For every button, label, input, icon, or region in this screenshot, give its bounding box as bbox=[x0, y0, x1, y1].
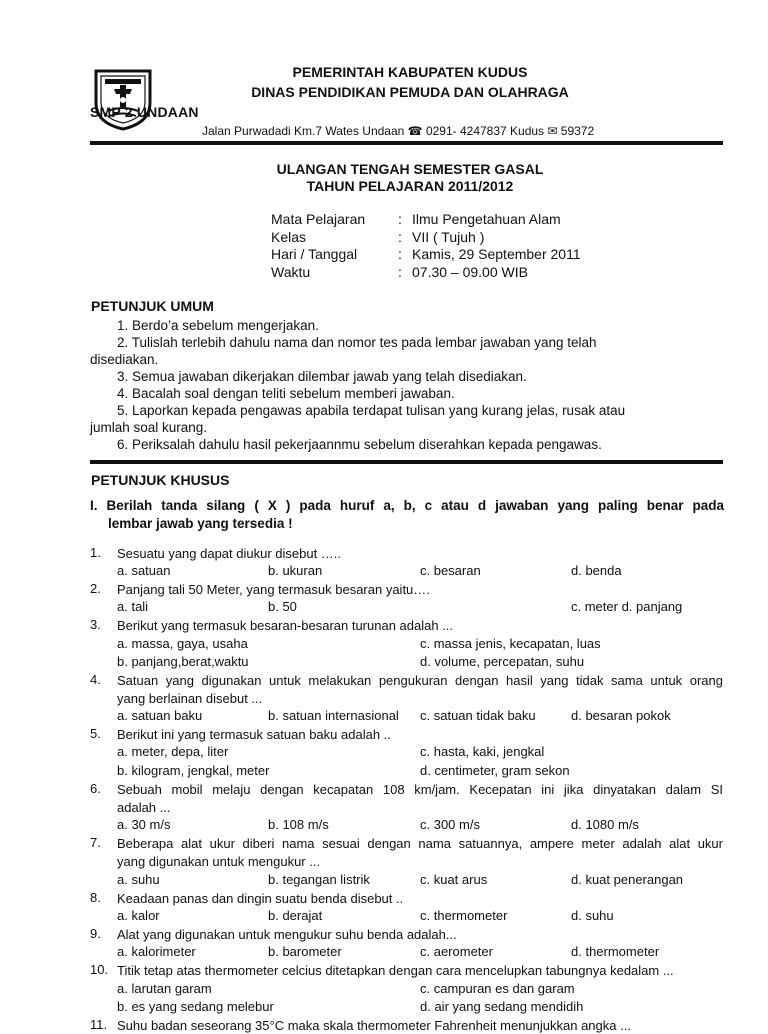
specific-instruction-line: lembar jawab yang tersedia ! bbox=[108, 516, 293, 531]
info-value: Ilmu Pengetahuan Alam bbox=[412, 211, 561, 227]
specific-instruction-line: I. Berilah tanda silang ( X ) pada huruf a, b, c atau d jawaban yang paling benar pada bbox=[90, 498, 724, 513]
kudus-regency-logo-icon bbox=[92, 67, 154, 131]
answer-option: a. meter, depa, liter bbox=[117, 744, 229, 759]
answer-option: a. kalorimeter bbox=[117, 944, 196, 959]
answer-option: b. ukuran bbox=[268, 563, 323, 578]
question-text: Berikut yang termasuk besaran-besaran turunan adalah ... bbox=[117, 618, 454, 633]
exam-info bbox=[0, 211, 768, 281]
general-instructions-list bbox=[90, 317, 717, 453]
info-label: Kelas bbox=[271, 229, 307, 245]
question-text: yang digunakan untuk mengukur ... bbox=[117, 854, 321, 869]
answer-option: b. es yang sedang melebur bbox=[117, 999, 274, 1014]
question-text: Alat yang digunakan untuk mengukur suhu benda adalah... bbox=[117, 927, 457, 942]
answer-option: b. barometer bbox=[268, 944, 342, 959]
answer-option: a. larutan garam bbox=[117, 981, 212, 996]
answer-option: a. 30 m/s bbox=[117, 817, 171, 832]
answer-option: b. 108 m/s bbox=[268, 817, 329, 832]
answer-option: d. thermometer bbox=[571, 944, 660, 959]
instruction-line: 2. Tulislah terlebih dahulu nama dan nomor tes pada lembar jawaban yang telah bbox=[117, 335, 597, 350]
answer-option: c. campuran es dan garam bbox=[420, 981, 575, 996]
question-number: 10. bbox=[90, 962, 109, 977]
question-text: adalah ... bbox=[117, 800, 171, 815]
answer-option: b. panjang,berat,waktu bbox=[117, 654, 249, 669]
general-instructions-title: PETUNJUK UMUM bbox=[91, 298, 214, 314]
answer-option: c. besaran bbox=[420, 563, 481, 578]
question-text: Sesuatu yang dapat diukur disebut ….. bbox=[117, 546, 342, 561]
specific-instructions-title: PETUNJUK KHUSUS bbox=[91, 472, 230, 488]
answer-option: d. besaran pokok bbox=[571, 708, 671, 723]
info-label: Hari / Tanggal bbox=[271, 246, 358, 262]
question-number: 11. bbox=[90, 1017, 108, 1032]
header-government: PEMERINTAH KABUPATEN KUDUS bbox=[292, 64, 528, 80]
question-text: Beberapa alat ukur diberi nama sesuai dengan nama satuannya, ampere meter adalah alat ukur bbox=[117, 836, 723, 851]
answer-option: a. satuan bbox=[117, 563, 171, 578]
header-divider bbox=[90, 141, 723, 145]
school-address: Jalan Purwadadi Km.7 Wates Undaan ☎ 0291- 4247837 Kudus ✉ 59372 bbox=[202, 124, 595, 138]
answer-option: d. 1080 m/s bbox=[571, 817, 639, 832]
info-colon: : bbox=[398, 229, 402, 245]
info-colon: : bbox=[398, 264, 402, 280]
answer-option: d. kuat penerangan bbox=[571, 872, 684, 887]
info-label: Waktu bbox=[271, 264, 311, 280]
question-text: Suhu badan seseorang 35°C maka skala thermometer Fahrenheit menunjukkan angka ... bbox=[117, 1018, 631, 1033]
answer-option: b. derajat bbox=[268, 908, 323, 923]
answer-option: d. centimeter, gram sekon bbox=[420, 763, 570, 778]
info-colon: : bbox=[398, 211, 402, 227]
instruction-line: 1. Berdo’a sebelum mengerjakan. bbox=[117, 318, 319, 333]
answer-option: c. 300 m/s bbox=[420, 817, 480, 832]
answer-option: a. tali bbox=[117, 599, 149, 614]
question-number: 1. bbox=[90, 545, 101, 560]
question-number: 8. bbox=[90, 890, 101, 905]
exam-title: ULANGAN TENGAH SEMESTER GASAL bbox=[276, 161, 544, 177]
question-text: yang berlainan disebut ... bbox=[117, 691, 263, 706]
question-number: 5. bbox=[90, 726, 101, 741]
question-list bbox=[0, 545, 768, 1033]
exam-year: TAHUN PELAJARAN 2011/2012 bbox=[306, 178, 514, 194]
question-text: Panjang tali 50 Meter, yang termasuk besaran yaitu…. bbox=[117, 582, 430, 597]
answer-option: a. massa, gaya, usaha bbox=[117, 636, 248, 651]
question-text: Sebuah mobil melaju dengan kecapatan 108 km/jam. Kecepatan ini jika dinyatakan dalam SI bbox=[117, 782, 723, 797]
answer-option: c. massa jenis, kecapatan, luas bbox=[420, 636, 601, 651]
answer-option: d. suhu bbox=[571, 908, 614, 923]
answer-option: c. hasta, kaki, jengkal bbox=[420, 744, 545, 759]
question-text: Keadaan panas dan dingin suatu benda disebut .. bbox=[117, 891, 404, 906]
question-number: 3. bbox=[90, 617, 101, 632]
question-number: 2. bbox=[90, 581, 101, 596]
question-number: 9. bbox=[90, 926, 101, 941]
info-value: 07.30 – 09.00 WIB bbox=[412, 264, 528, 280]
instruction-line: 4. Bacalah soal dengan teliti sebelum memberi jawaban. bbox=[117, 386, 455, 401]
question-text: Berikut ini yang termasuk satuan baku adalah .. bbox=[117, 727, 391, 742]
section-divider bbox=[90, 460, 723, 464]
answer-option: c. thermometer bbox=[420, 908, 508, 923]
info-label: Mata Pelajaran bbox=[271, 211, 366, 227]
answer-option: d. benda bbox=[571, 563, 622, 578]
answer-option: d. air yang sedang mendidih bbox=[420, 999, 584, 1014]
header-department: DINAS PENDIDIKAN PEMUDA DAN OLAHRAGA bbox=[251, 84, 569, 100]
answer-option: a. kalor bbox=[117, 908, 160, 923]
answer-option: c. kuat arus bbox=[420, 872, 488, 887]
answer-option: b. tegangan listrik bbox=[268, 872, 370, 887]
answer-option: b. satuan internasional bbox=[268, 708, 399, 723]
question-text: Titik tetap atas thermometer celcius ditetapkan dengan cara mencelupkan tabungnya kedalam ... bbox=[117, 963, 674, 978]
answer-option: a. satuan baku bbox=[117, 708, 203, 723]
answer-option: c. satuan tidak baku bbox=[420, 708, 536, 723]
question-number: 4. bbox=[90, 672, 101, 687]
question-number: 7. bbox=[90, 835, 101, 850]
school-name: SMP 2 UNDAAN bbox=[90, 104, 199, 120]
answer-option: c. meter d. panjang bbox=[571, 599, 683, 614]
question-number: 6. bbox=[90, 781, 101, 796]
answer-option: d. volume, percepatan, suhu bbox=[420, 654, 585, 669]
info-value: Kamis, 29 September 2011 bbox=[412, 246, 581, 262]
question-text: Satuan yang digunakan untuk melakukan pengukuran dengan hasil yang tidak sama untuk orang bbox=[117, 673, 723, 688]
instruction-line: 6. Periksalah dahulu hasil pekerjaannmu sebelum diserahkan kepada pengawas. bbox=[117, 437, 602, 452]
answer-option: b. 50 bbox=[268, 599, 297, 614]
instruction-line: 5. Laporkan kepada pengawas apabila terdapat tulisan yang kurang jelas, rusak atau bbox=[117, 403, 626, 418]
answer-option: a. suhu bbox=[117, 872, 160, 887]
info-colon: : bbox=[398, 246, 402, 262]
answer-option: b. kilogram, jengkal, meter bbox=[117, 763, 270, 778]
info-value: VII ( Tujuh ) bbox=[412, 229, 485, 245]
instruction-line: disediakan. bbox=[90, 352, 159, 367]
instruction-line: jumlah soal kurang. bbox=[90, 420, 208, 435]
instruction-line: 3. Semua jawaban dikerjakan dilembar jawab yang telah disediakan. bbox=[117, 369, 527, 384]
answer-option: c. aerometer bbox=[420, 944, 493, 959]
